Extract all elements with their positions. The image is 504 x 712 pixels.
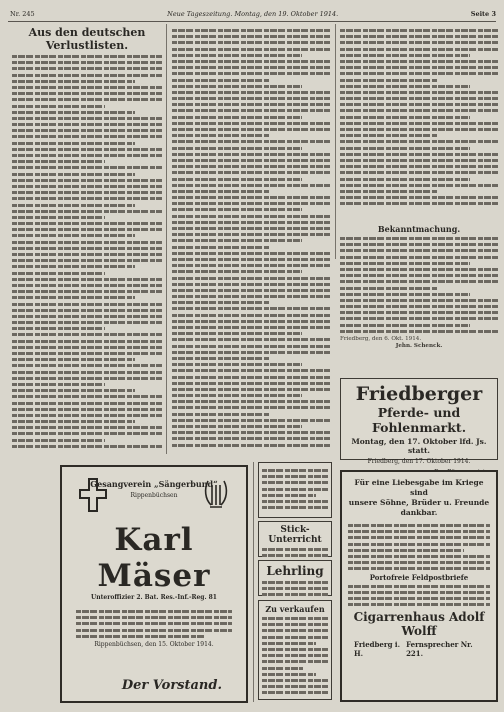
text-line [12, 364, 162, 367]
text-line [348, 524, 490, 527]
text-line [348, 567, 490, 570]
text-line [262, 469, 328, 472]
text-line [172, 159, 330, 162]
text-line [172, 35, 330, 38]
text-line [12, 135, 162, 138]
text-line [76, 616, 232, 619]
text-line [12, 80, 135, 83]
ad-town: Friedberg i. H. [354, 640, 401, 659]
text-line [12, 61, 162, 64]
text-line [348, 591, 490, 594]
text-line [12, 179, 162, 182]
text-line [12, 204, 135, 207]
text-line [12, 358, 135, 361]
ad-shop-name: Cigarrenhaus Adolf Wolff [353, 610, 485, 639]
text-line [172, 394, 302, 397]
text-line [340, 147, 470, 150]
text-line [12, 327, 105, 330]
text-line [12, 309, 162, 312]
text-line [76, 629, 232, 632]
text-line [340, 249, 498, 252]
text-line [172, 41, 330, 44]
friedberger-market-ad [340, 378, 498, 465]
text-line [12, 284, 162, 287]
text-line [76, 610, 232, 613]
text-line [340, 91, 498, 94]
text-line [172, 91, 330, 94]
text-line [348, 561, 490, 564]
text-line [348, 597, 490, 600]
text-line [12, 142, 135, 145]
text-line [262, 548, 328, 551]
text-line [262, 691, 328, 694]
text-line [12, 210, 162, 213]
text-line [172, 97, 330, 100]
text-line [172, 165, 330, 168]
text-line [340, 202, 498, 205]
iron-cross-icon [78, 477, 108, 513]
liebesgaben-ad [340, 470, 498, 702]
text-line [12, 98, 162, 101]
text-line [172, 270, 302, 273]
text-line [262, 673, 316, 676]
text-line [172, 116, 302, 119]
text-line [340, 103, 498, 106]
text-line [172, 215, 330, 218]
ad-date: Montag, den 17. Oktober lfd. Js. statt. [351, 437, 487, 455]
text-line [262, 488, 328, 491]
page-number: Nr. 245 [10, 10, 35, 18]
text-line [172, 196, 330, 199]
text-line [12, 185, 162, 188]
text-line [12, 173, 135, 176]
text-line [340, 330, 498, 333]
text-line [340, 317, 498, 320]
ad-phone: Fernsprecher Nr. 221. [406, 640, 473, 659]
text-line [12, 67, 162, 70]
text-line [172, 48, 330, 51]
text-line [12, 340, 162, 343]
text-line [172, 277, 330, 280]
bekanntmachung-notice [340, 224, 498, 372]
text-line [12, 439, 105, 442]
text-line [172, 60, 330, 63]
text-line [12, 290, 162, 293]
text-line [12, 105, 105, 108]
ad-title: Stick-Unterricht [268, 525, 322, 545]
text-line [262, 481, 328, 484]
text-line [262, 506, 328, 509]
text-line [172, 184, 330, 187]
text-line [172, 233, 330, 236]
verlustliste-column-3 [340, 26, 498, 216]
text-line [172, 54, 302, 57]
text-line [262, 679, 328, 682]
ad-text-lines-2 [348, 585, 490, 607]
text-line [12, 160, 105, 163]
text-line [172, 413, 270, 416]
ad-title-line-1: Für eine Liebesgabe im Kriege sind [354, 478, 484, 497]
text-line [12, 321, 162, 324]
text-line [12, 346, 162, 349]
text-line [340, 256, 498, 259]
text-line [172, 221, 330, 224]
column-text-lines [12, 55, 162, 450]
text-line [172, 258, 330, 261]
text-line [172, 283, 330, 286]
verlustliste-column-1 [12, 26, 162, 450]
text-line [262, 623, 328, 626]
text-line [12, 74, 162, 77]
text-line [172, 178, 302, 181]
text-line [172, 79, 270, 82]
page-label: Seite 3 [470, 10, 496, 18]
text-line [348, 603, 490, 606]
text-line [172, 431, 330, 434]
text-line [348, 549, 464, 552]
ad-place-date: Friedberg, den 17. Oktober 1914. [367, 458, 471, 465]
text-line [340, 274, 498, 277]
ad-title-line-2: unsere Söhne, Brüder u. Freunde [348, 498, 490, 507]
text-line [76, 622, 232, 625]
text-line [340, 35, 498, 38]
column-rule-2 [335, 24, 336, 259]
text-line [340, 293, 470, 296]
text-line [340, 54, 470, 57]
text-line [340, 324, 470, 327]
text-line [262, 685, 328, 688]
text-line [172, 227, 330, 230]
text-line [172, 29, 330, 32]
text-line [172, 85, 302, 88]
text-line [348, 536, 490, 539]
text-line [172, 190, 270, 193]
text-line [172, 382, 330, 385]
text-line [172, 134, 270, 137]
text-line [12, 228, 162, 231]
death-notice-box [60, 465, 248, 703]
text-line [172, 171, 330, 174]
text-line [12, 241, 162, 244]
text-line [172, 425, 302, 428]
text-line [12, 123, 162, 126]
text-line [340, 97, 498, 100]
text-line [340, 122, 498, 125]
text-line [172, 295, 330, 298]
text-line [348, 543, 490, 546]
text-line [340, 48, 498, 51]
text-line [12, 278, 162, 281]
text-line [12, 426, 162, 429]
text-line [340, 311, 498, 314]
text-line [340, 134, 438, 137]
section-title: Aus den deutschen Verlustlisten. [28, 26, 146, 52]
text-line [172, 326, 330, 329]
text-line [172, 147, 302, 150]
text-line [12, 395, 162, 398]
text-line [172, 140, 330, 143]
text-line [172, 66, 330, 69]
text-line [172, 363, 302, 366]
text-line [172, 332, 302, 335]
text-line [12, 259, 162, 262]
text-line [12, 253, 162, 256]
text-line [12, 265, 135, 268]
ad-title: Lehrling [266, 564, 324, 578]
text-line [12, 333, 162, 336]
text-line [12, 296, 135, 299]
text-line [340, 140, 498, 143]
text-line [12, 315, 162, 318]
notice-text-lines [62, 610, 246, 638]
text-line [340, 171, 498, 174]
text-line [12, 55, 162, 58]
text-line [262, 554, 328, 557]
text-line [12, 402, 162, 405]
text-line [172, 320, 330, 323]
text-line [262, 617, 328, 620]
text-line [262, 587, 328, 590]
text-line [340, 184, 498, 187]
text-line [12, 222, 162, 225]
text-line [12, 129, 162, 132]
masthead-date-line: Neue Tageszeitung. Montag, den 19. Oktober 1914. [167, 10, 339, 18]
notice-signature: Der Vorstand. [121, 678, 222, 693]
text-line [172, 289, 330, 292]
text-line [340, 287, 438, 290]
text-line [340, 262, 470, 265]
text-line [340, 66, 498, 69]
text-line [172, 208, 302, 211]
notice-place-date: Friedberg, den 6. Okt. 1914. [340, 336, 422, 342]
text-line [172, 301, 270, 304]
text-line [340, 116, 470, 119]
text-line [340, 165, 498, 168]
text-line [340, 299, 498, 302]
text-line [340, 280, 498, 283]
ad-text-lines [262, 617, 328, 694]
text-line [340, 305, 498, 308]
verlustliste-column-2 [172, 26, 330, 452]
text-line [340, 109, 498, 112]
text-line [262, 660, 328, 663]
text-line [12, 352, 162, 355]
text-line [340, 85, 470, 88]
ad-footer [348, 640, 490, 658]
ad-text-lines [348, 524, 490, 570]
text-line [172, 444, 330, 447]
text-line [172, 437, 330, 440]
text-line [172, 246, 270, 249]
text-line [172, 338, 330, 341]
text-line [262, 629, 328, 632]
text-line [340, 178, 470, 181]
text-line [172, 376, 330, 379]
member-unit: Unteroffizier 2. Bat. Res.-Inf.-Reg. 81 [91, 594, 217, 601]
column-rule-1 [166, 24, 167, 454]
column-rule-3 [253, 462, 254, 702]
notice-signature: Jehn. Schenck. [395, 343, 443, 349]
text-line [172, 307, 330, 310]
text-line [172, 369, 330, 372]
text-line [12, 92, 162, 95]
lyre-icon [202, 477, 230, 513]
ad-title-line-1: Friedberger [355, 383, 483, 405]
text-line [172, 406, 330, 409]
text-line [172, 109, 330, 112]
stick-ad [258, 521, 332, 557]
text-line [12, 247, 162, 250]
text-line [340, 243, 498, 246]
text-line [172, 153, 330, 156]
text-line [172, 388, 330, 391]
society-name: Gesangverein „Sängerbund“ [90, 479, 218, 489]
ad-text-lines [262, 581, 328, 596]
text-line [262, 593, 328, 596]
society-place: Rippenbüchsen [130, 492, 178, 499]
lehrling-ad [258, 560, 332, 596]
text-line [12, 383, 105, 386]
notice-text-lines [340, 237, 498, 333]
text-line [262, 581, 328, 584]
text-line [340, 29, 498, 32]
text-line [172, 252, 330, 255]
text-line [262, 642, 316, 645]
text-line [12, 86, 162, 89]
text-line [348, 585, 490, 588]
text-line [12, 389, 135, 392]
header-rule [8, 21, 496, 22]
text-line [340, 190, 438, 193]
text-line [262, 667, 303, 670]
text-line [348, 530, 490, 533]
text-line [340, 72, 498, 75]
ad-portofrei: Portofreie Feldpostbriefe [369, 572, 469, 582]
text-line [12, 414, 162, 417]
text-line [172, 202, 330, 205]
text-line [12, 148, 162, 151]
text-line [12, 117, 162, 120]
text-line [12, 408, 162, 411]
ad-title-line-2: Pferde- und Fohlenmarkt. [371, 405, 467, 435]
text-line [340, 128, 498, 131]
text-line [172, 357, 270, 360]
text-line [12, 371, 162, 374]
text-line [172, 419, 330, 422]
verkaufen-ad [258, 600, 332, 700]
text-line [348, 555, 490, 558]
text-line [76, 635, 204, 638]
text-line [172, 264, 330, 267]
text-line [12, 445, 162, 448]
text-line [12, 216, 105, 219]
text-line [262, 494, 316, 497]
text-line [172, 400, 330, 403]
text-line [172, 103, 330, 106]
text-line [340, 159, 498, 162]
text-line [12, 166, 162, 169]
text-line [12, 197, 162, 200]
text-line [172, 345, 330, 348]
notice-title: Bekanntmachung. [377, 224, 461, 234]
text-line [12, 234, 135, 237]
text-line [340, 153, 498, 156]
small-ad-1 [258, 462, 332, 518]
text-line [172, 72, 330, 75]
ad-text-lines [262, 469, 328, 509]
text-line [12, 303, 162, 306]
member-name: Karl Mäser [97, 522, 211, 594]
ad-title: Zu verkaufen [265, 604, 325, 614]
text-line [262, 654, 328, 657]
running-header [10, 8, 496, 20]
text-line [12, 191, 162, 194]
text-line [172, 122, 330, 125]
text-line [12, 111, 135, 114]
column-text-lines [172, 29, 330, 447]
text-line [340, 196, 498, 199]
text-line [172, 128, 330, 131]
text-line [12, 272, 105, 275]
ad-title-line-3: dankbar. [400, 508, 438, 517]
column-text-lines [340, 29, 498, 205]
text-line [12, 420, 135, 423]
text-line [262, 500, 328, 503]
text-line [12, 432, 162, 435]
text-line [12, 377, 162, 380]
text-line [340, 237, 498, 240]
notice-place-date: Rippenbüchsen, den 15. Oktober 1914. [94, 640, 214, 648]
text-line [340, 79, 438, 82]
text-line [340, 268, 498, 271]
text-line [262, 636, 328, 639]
text-line [262, 475, 328, 478]
text-line [340, 60, 498, 63]
text-line [262, 648, 328, 651]
text-line [172, 314, 330, 317]
text-line [172, 239, 302, 242]
text-line [340, 41, 498, 44]
text-line [12, 154, 162, 157]
text-line [172, 351, 330, 354]
